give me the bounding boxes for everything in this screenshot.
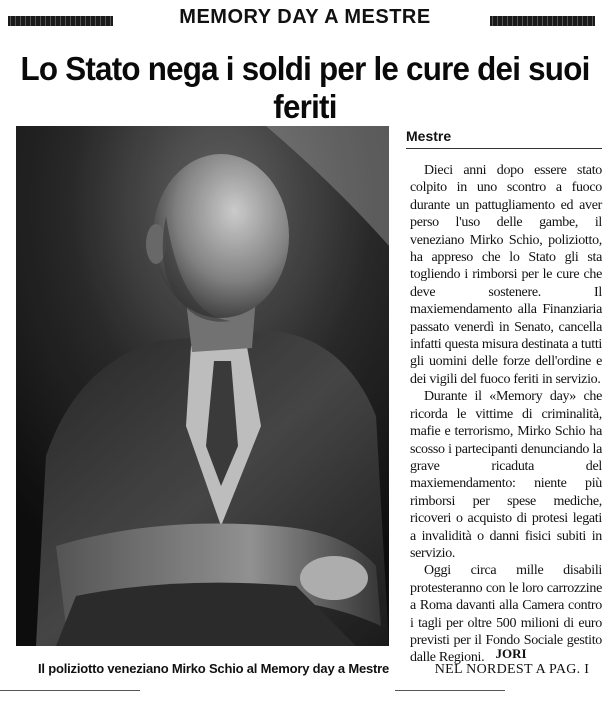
bottom-rule-right bbox=[395, 690, 505, 691]
photo-grain bbox=[16, 126, 389, 646]
article-paragraph: Durante il «Memory day» che ricorda le vittime di criminalità, mafie e terrorismo, Mirko Schio ha scosso i partecipanti denunciando la grave ricaduta del maxiemendamento: niente più rimborsi per spese mediche, ricoveri o acquisto di protesi legati a invalidità o danni fisici subiti in servizio. bbox=[410, 389, 602, 561]
photo-caption: Il poliziotto veneziano Mirko Schio al Memory day a Mestre bbox=[38, 661, 390, 676]
bottom-rule-left bbox=[0, 690, 140, 691]
dateline-divider bbox=[406, 148, 602, 149]
article-body bbox=[410, 162, 602, 667]
article-byline: JORI bbox=[495, 646, 527, 661]
article-paragraph: Dieci anni dopo essere stato colpito in uno scontro a fuoco durante un pattugliamento ed aver perso l'uso delle gambe, il veneziano Mirko Schio, poliziotto, ha appreso che lo Stato gli sta togliendo i rimborsi per le cure che deve sostenere. Il maxiemendamento alla Finanziaria passato venerdì in Senato, cancella infatti questa misura destinata a tutti gli uomini delle forze dell'ordine e dei vigili del fuoco feriti in servizio. bbox=[410, 163, 602, 387]
continuation-reference: NEL NORDEST A PAG. I bbox=[434, 662, 590, 677]
decorative-rule-right bbox=[490, 16, 595, 26]
article-paragraph: Oggi circa mille disabili protesteranno con le loro carrozzine a Roma davanti alla Camera contro i tagli per oltre 500 milioni di euro previsti per il Fondo Sociale gestito dalle Regioni. bbox=[410, 563, 602, 666]
article-headline: Lo Stato nega i soldi per le cure dei suoi feriti bbox=[20, 50, 590, 125]
decorative-rule-left bbox=[8, 16, 113, 26]
section-kicker: MEMORY DAY A MESTRE bbox=[179, 6, 431, 28]
article-dateline: Mestre bbox=[406, 128, 452, 144]
article-photo bbox=[16, 126, 389, 646]
